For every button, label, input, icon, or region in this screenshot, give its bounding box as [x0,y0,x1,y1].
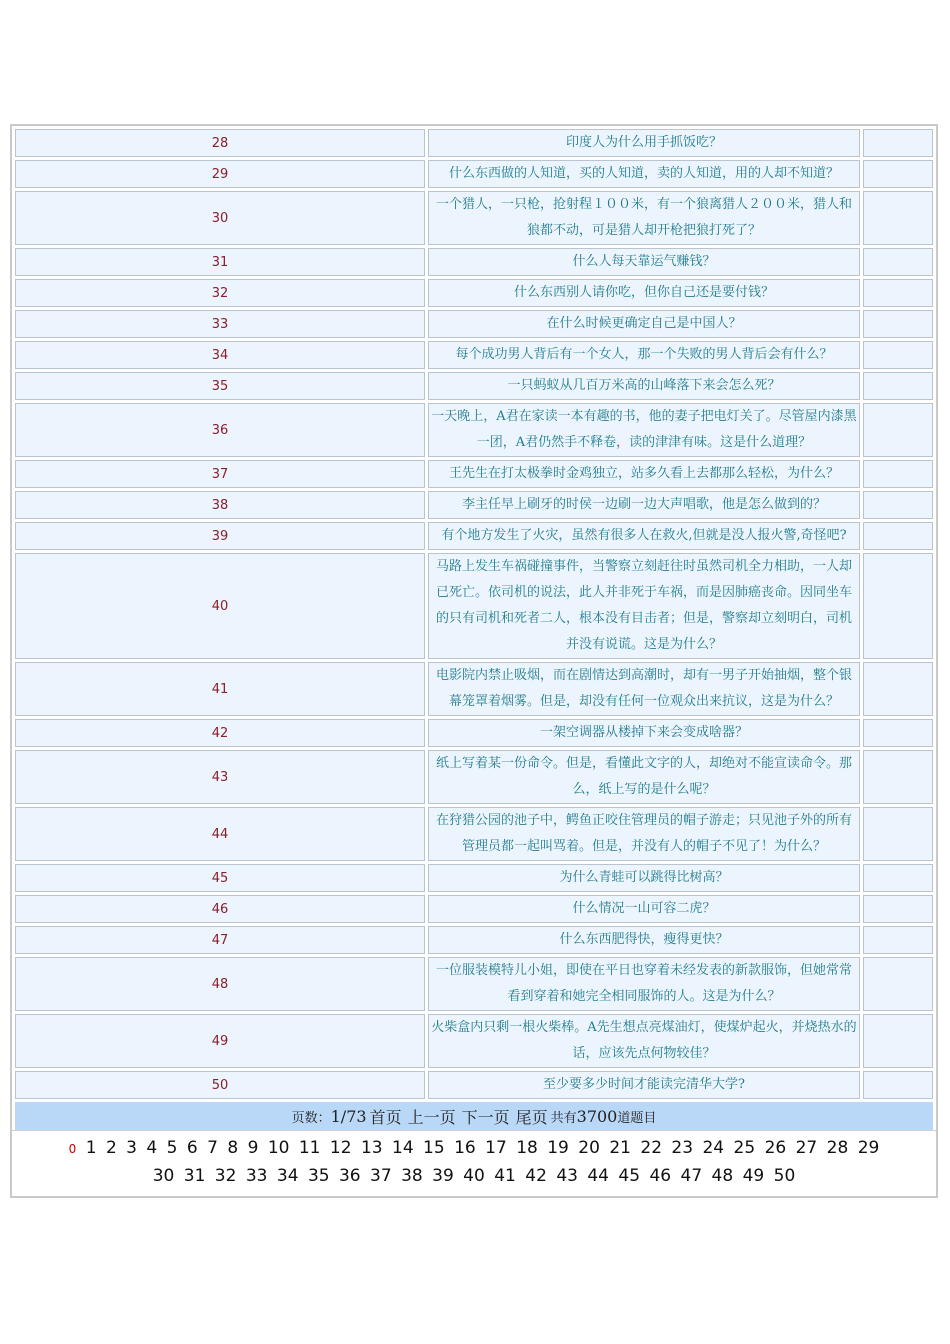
riddle-number: 40 [15,553,425,659]
next-page-link[interactable]: 下一页 [461,1107,510,1127]
page-number-list [12,1130,936,1196]
table-row [15,895,933,923]
page-number-link[interactable]: 18 [516,1138,538,1158]
riddle-number: 47 [15,926,425,954]
riddle-question[interactable]: 什么东西别人请你吃，但你自己还是要付钱？ [428,279,860,307]
riddle-extra-cell [863,926,933,954]
page-number-link[interactable]: 10 [267,1138,290,1158]
riddle-extra-cell [863,1071,933,1099]
riddle-number: 34 [15,341,425,369]
page-number-link[interactable]: 48 [711,1166,734,1186]
total-count: 3700 [576,1106,618,1126]
table-row [15,491,933,519]
riddle-extra-cell [863,895,933,923]
riddle-number: 37 [15,460,425,488]
page-number-link[interactable]: 9 [247,1138,259,1158]
page-number-link[interactable]: 7 [207,1138,218,1158]
riddle-extra-cell [863,719,933,747]
page-number-link[interactable]: 43 [556,1166,578,1186]
riddle-number: 28 [15,129,425,157]
page-number-link[interactable]: 36 [338,1166,361,1186]
page-number-link[interactable]: 15 [423,1138,445,1158]
table-row [15,926,933,954]
riddle-extra-cell [863,553,933,659]
riddle-question[interactable]: 一天晚上，A君在家读一本有趣的书，他的妻子把电灯关了。尽管屋内漆黑一团，A君仍然手不释卷，读的津津有味。这是什么道理？ [428,403,860,457]
riddle-extra-cell [863,372,933,400]
riddle-extra-cell [863,957,933,1011]
page-number-link[interactable]: 8 [227,1138,239,1158]
total-prefix: 共有 [550,1110,577,1126]
page-number-link[interactable]: 25 [733,1138,756,1158]
page-number-link[interactable]: 26 [764,1138,787,1158]
riddle-number: 43 [15,750,425,804]
page-number-link[interactable]: 45 [618,1166,641,1186]
page-number-link[interactable]: 37 [370,1166,392,1186]
riddle-number: 32 [15,279,425,307]
riddle-extra-cell [863,160,933,188]
table-row [15,460,933,488]
riddle-number: 39 [15,522,425,550]
page-number-link[interactable]: 34 [276,1166,299,1186]
page-number-link[interactable]: 38 [401,1166,423,1186]
riddle-number: 31 [15,248,425,276]
table-row [15,160,933,188]
page-number-link[interactable]: 19 [547,1138,569,1158]
page-number-link[interactable]: 13 [360,1138,383,1158]
riddle-extra-cell [863,460,933,488]
riddle-table [12,126,936,1102]
page-number-link[interactable]: 17 [485,1138,507,1158]
riddle-extra-cell [863,248,933,276]
riddle-extra-cell [863,522,933,550]
page-number-link[interactable]: 0 [68,1142,77,1156]
page-number-link[interactable]: 4 [146,1138,158,1158]
riddle-number: 41 [15,662,425,716]
riddle-number: 46 [15,895,425,923]
riddle-question[interactable]: 一只蚂蚁从几百万米高的山峰落下来会怎么死？ [428,372,860,400]
riddle-number: 36 [15,403,425,457]
page-number-link[interactable]: 29 [857,1138,880,1158]
table-row [15,310,933,338]
riddle-number: 38 [15,491,425,519]
page-number-link[interactable]: 32 [214,1166,237,1186]
riddle-question[interactable]: 每个成功男人背后有一个女人，那一个失败的男人背后会有什么？ [428,341,860,369]
table-row [15,522,933,550]
page-number-link[interactable]: 30 [152,1166,175,1186]
last-page-link[interactable]: 尾页 [515,1107,548,1127]
page-number-link[interactable]: 12 [329,1138,352,1158]
riddle-question[interactable]: 李主任早上刷牙的时侯一边刷一边大声唱歌，他是怎么做到的？ [428,491,860,519]
page-number-link[interactable]: 42 [525,1166,547,1186]
riddle-extra-cell [863,1014,933,1068]
riddle-number: 48 [15,957,425,1011]
riddle-extra-cell [863,491,933,519]
pages-label: 页数： [291,1110,331,1126]
page-number-link[interactable]: 46 [649,1166,672,1186]
riddle-number: 29 [15,160,425,188]
riddle-extra-cell [863,403,933,457]
riddle-question[interactable]: 一个猎人，一只枪，抢射程１００米，有一个狼离猎人２００米，猎人和狼都不动，可是猎人却开枪把狼打死了？ [428,191,860,245]
page-number-link[interactable]: 50 [773,1166,796,1186]
table-row [15,372,933,400]
riddle-list-container [10,124,938,1198]
riddle-number: 49 [15,1014,425,1068]
page-number-link[interactable]: 39 [432,1166,454,1186]
table-row [15,248,933,276]
riddle-question[interactable]: 马路上发生车祸碰撞事件，当警察立刻赶往时虽然司机全力相助，一人却已死亡。依司机的说法，此人并非死于车祸，而是因肺癌丧命。因同坐车的只有司机和死者二人，根本没有目击者；但是，警察却立刻明白，司机并没有说谎。这是为什么？ [428,553,860,659]
page-number-link[interactable]: 14 [392,1138,414,1158]
total-suffix: 道题目 [617,1110,657,1126]
riddle-question[interactable]: 电影院内禁止吸烟，而在剧情达到高潮时，却有一男子开始抽烟，整个银幕笼罩着烟雾。但是，却没有任何一位观众出来抗议，这是为什么？ [428,662,860,716]
page-number-link[interactable]: 44 [587,1166,609,1186]
table-row [15,129,933,157]
riddle-question[interactable]: 印度人为什么用手抓饭吃？ [428,129,860,157]
riddle-number: 50 [15,1071,425,1099]
page-number-link[interactable]: 16 [454,1138,476,1158]
riddle-extra-cell [863,662,933,716]
table-row [15,341,933,369]
riddle-question[interactable]: 什么情况一山可容二虎？ [428,895,860,923]
riddle-question[interactable]: 什么东西肥得快，瘦得更快？ [428,926,860,954]
riddle-question[interactable]: 在什么时候更确定自己是中国人？ [428,310,860,338]
riddle-number: 33 [15,310,425,338]
riddle-number: 45 [15,864,425,892]
riddle-question[interactable]: 王先生在打太极拳时金鸡独立，站多久看上去都那么轻松，为什么？ [428,460,860,488]
riddle-extra-cell [863,129,933,157]
table-row [15,1014,933,1068]
page-number-link[interactable]: 22 [640,1138,663,1158]
first-page-link[interactable]: 首页 [369,1107,402,1127]
table-row [15,864,933,892]
pagination-bar [15,1102,933,1130]
table-row [15,1071,933,1099]
riddle-extra-cell [863,310,933,338]
riddle-question[interactable]: 什么人每天靠运气赚钱？ [428,248,860,276]
table-row [15,807,933,861]
page-number-link[interactable]: 1 [85,1138,97,1158]
page-number-link[interactable]: 35 [307,1166,330,1186]
page-value: 1/73 [330,1106,367,1126]
riddle-question[interactable]: 一架空调器从楼掉下来会变成啥器？ [428,719,860,747]
riddle-extra-cell [863,864,933,892]
riddle-question[interactable]: 至少要多少时间才能读完清华大学? [428,1071,860,1099]
page-number-link[interactable]: 47 [680,1166,703,1186]
table-row [15,191,933,245]
page-number-link[interactable]: 11 [298,1138,321,1158]
page-number-link[interactable]: 6 [186,1138,198,1158]
page-number-link[interactable]: 5 [166,1138,178,1158]
riddle-question[interactable]: 在狩猎公园的池子中，鳄鱼正咬住管理员的帽子游走；只见池子外的所有管理员都一起叫骂着。但是，并没有人的帽子不见了！为什么？ [428,807,860,861]
page-number-link[interactable]: 31 [183,1166,206,1186]
riddle-question[interactable]: 纸上写着某一份命令。但是，看懂此文字的人，却绝对不能宣读命令。那么，纸上写的是什么呢？ [428,750,860,804]
riddle-number: 42 [15,719,425,747]
riddle-number: 44 [15,807,425,861]
riddle-question[interactable]: 为什么青蛙可以跳得比树高？ [428,864,860,892]
page-number-link[interactable]: 20 [578,1138,600,1158]
riddle-number: 30 [15,191,425,245]
page-number-link[interactable]: 41 [494,1166,516,1186]
riddle-question[interactable]: 有个地方发生了火灾，虽然有很多人在救火,但就是没人报火警,奇怪吧? [428,522,860,550]
page-number-link[interactable]: 40 [463,1166,485,1186]
page-number-link[interactable]: 21 [609,1138,631,1158]
riddle-question[interactable]: 火柴盒内只剩一根火柴棒。A先生想点亮煤油灯，使煤炉起火，并烧热水的话，应该先点何物较佳？ [428,1014,860,1068]
page-number-link[interactable]: 49 [742,1166,765,1186]
table-row [15,750,933,804]
riddle-extra-cell [863,807,933,861]
page-number-link[interactable]: 23 [671,1138,694,1158]
page-number-link[interactable]: 2 [105,1138,117,1158]
riddle-extra-cell [863,191,933,245]
page-number-link[interactable]: 28 [826,1138,849,1158]
riddle-extra-cell [863,279,933,307]
table-row [15,403,933,457]
riddle-question[interactable]: 什么东西做的人知道，买的人知道，卖的人知道，用的人却不知道？ [428,160,860,188]
page-number-link[interactable]: 3 [126,1138,137,1158]
riddle-extra-cell [863,750,933,804]
riddle-number: 35 [15,372,425,400]
table-row [15,553,933,659]
page-number-link[interactable]: 27 [795,1138,818,1158]
table-row [15,279,933,307]
table-row [15,719,933,747]
table-row [15,662,933,716]
riddle-extra-cell [863,341,933,369]
prev-page-link[interactable]: 上一页 [407,1107,456,1127]
page-number-link[interactable]: 33 [245,1166,268,1186]
page-number-link[interactable]: 24 [702,1138,725,1158]
table-row [15,957,933,1011]
riddle-question[interactable]: 一位服装模特儿小姐，即使在平日也穿着未经发表的新款服饰，但她常常看到穿着和她完全相同服饰的人。这是为什么？ [428,957,860,1011]
